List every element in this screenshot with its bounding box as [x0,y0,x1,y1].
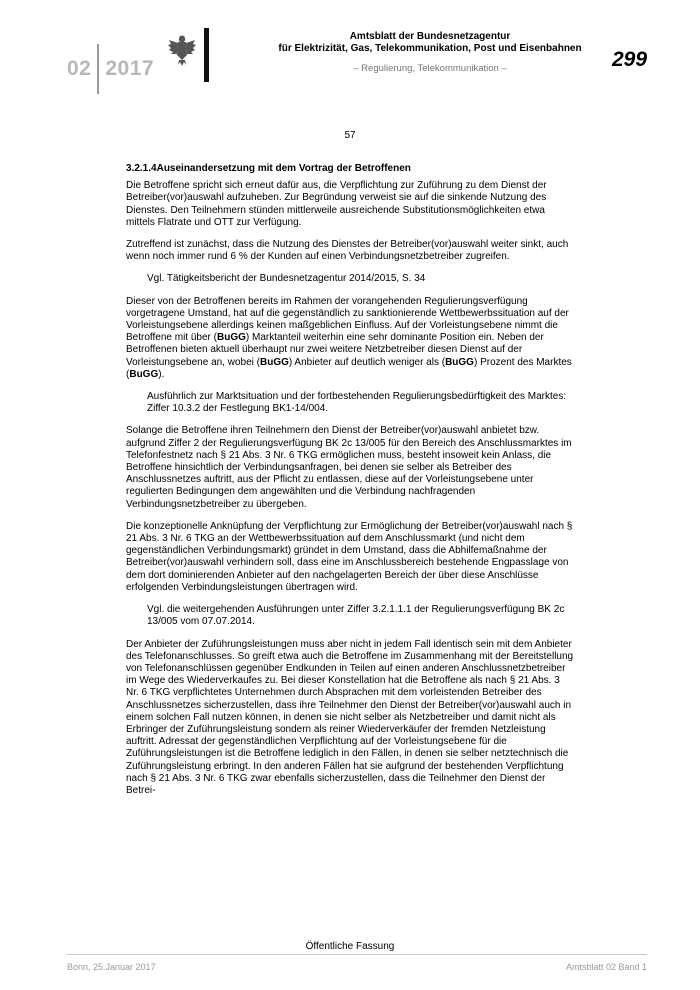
footer-date: Bonn, 25.Januar 2017 [67,962,156,972]
journal-header [245,31,615,75]
journal-title-line1: Amtsblatt der Bundesnetzagentur [349,31,511,42]
redaction-marker: BuGG [445,356,474,368]
document-page-number: 57 [344,130,356,141]
federal-eagle-icon [167,31,197,67]
paragraph: Solange die Betroffene ihren Teilnehmern den Dienst der Betreiber(vor)auswahl anbietet bzw. aufgrund Ziffer 2 der Regulierungsverfügung BK 2c 13/005 für den Bereich des Anschlussmarktes im Telefonfestnetz nach § 21 Abs. 3 Nr. 6 TKG ermöglichen muss, besteht insoweit kein Anlass, die Betroffene hinsichtlich der Verbindungsanfragen, bei denen sie selber als Betreiber des Anschlussnetzes auftritt, aus der Pflicht zu entlassen, diese auf der Vorleistungsebene unter regulierten Bedingungen dem angewählten und die Verbindung nachfragenden Verbindungsnetzbetreiber zu übergeben. [126,425,572,510]
footer-volume: Amtsblatt 02 Band 1 [565,962,647,972]
issue-number: 02 [67,57,92,80]
header-rule [204,28,209,82]
citation: Ausführlich zur Marktsituation und der fortbestehenden Regulierungsbedürftigkeit des Marktes: Ziffer 10.3.2 der Festlegung BK1-14/004. [147,391,567,415]
document-body [126,163,574,807]
redaction-marker: BuGG [129,368,159,380]
public-version-label: Öffentliche Fassung [305,941,395,952]
paragraph: Der Anbieter der Zuführungsleistungen muss aber nicht in jedem Fall identisch sein mit dem Anbieter des Telefonanschlusses. So greift etwa auch die Betroffene im Zusammenhang mit der Bereitstellung von Telefonanschlüssen gegenüber Endkunden in Teilen auf einen anderen Anschlussnetzbetreiber im Wege des Wiederverkaufes zu. Bei dieser Konstellation hat die Betroffene als nach § 21 Abs. 3 Nr. 6 TKG verpflichtetes Unternehmen durch Absprachen mit dem vorleistenden Betreiber des Anschlussnetzes sicherzustellen, dass ihre Teilnehmer den Dienst der Betreiber(vor)auswahl auch in einem solchen Fall nutzen können, in denen sie nicht selber als Netzbetreiber und damit nicht als Erbringer der Zuführungsleistung sondern als reiner Wiederverkäufer der fremden Netzleistung auftritt. Adressat der gegenständlichen Verpflichtung auf der Vorleistungsebene für die Zuführungsleistungen ist die Betroffene lediglich in den Fällen, in denen sie selber netztechnisch die Zuführungsleistung erbringt. In den anderen Fällen hat sie aufgrund der bestehenden Verpflichtung nach § 21 Abs. 3 Nr. 6 TKG zwar ebenfalls sicherzustellen, dass die Teilnehmer den Dienst der Betrei- [126,638,574,796]
section-heading [126,163,574,175]
issue-year: 2017 [105,57,155,80]
paragraph: Die Betroffene spricht sich erneut dafür aus, die Verpflichtung zur Zuführung zu dem Dienst der Betreiber(vor)auswahl aufzuheben. Zur Begründung verweist sie auf die sinkende Nutzung des Dienstes. Den Teilnehmern stünden mittlerweile ausreichende Substitutionsmöglichkeiten etwa mittels Flatrate und OTT zur Verfügung. [126,180,547,228]
footer-divider [67,954,647,955]
paragraph: Zutreffend ist zunächst, dass die Nutzung des Dienstes der Betreiber(vor)auswahl weiter sinkt, auch wenn noch immer rund 6 % der Kunden auf einen Verbindungsnetzbetreiber zugreifen. [126,239,569,263]
citation: Vgl. die weitergehenden Ausführungen unter Ziffer 3.2.1.1.1 der Regulierungsverfügung BK 2c 13/005 vom 07.07.2014. [147,604,565,628]
paragraph: Die konzeptionelle Anknüpfung der Verpflichtung zur Ermöglichung der Betreiber(vor)auswahl nach § 21 Abs. 3 Nr. 6 TKG an der Wettbewerbssituation auf dem Anschlussmarkt (und nicht dem gegenständlichen Verbindungsmarkt) gründet in dem Umstand, dass die Abhilfemaßnahme der Betreiber(vor)auswahl verhindern soll, dass eine im Anschlussbereich bestehende Engpasslage von dem dort dominierenden Anbieter auf den nachgelagerten Bereich der über diese Anschlüsse erfolgenden Verbindungsleistungen übertragen wird. [126,520,573,593]
redaction-marker: BuGG [216,332,246,344]
paragraph: Dieser von der Betroffenen bereits im Rahmen der vorangehenden Regulierungsverfügung vorgetragene Umstand, hat auf die gegenständlich zu sanktionierende Wettbewerbssituation auf der Vorleistungsebene allerdings keinen maßgeblichen Einfluss. Auf der Vorleistungsebene nimmt die Betroffene mit über (BuGG) Marktanteil weiterhin eine sehr dominante Position ein. Neben der Betroffenen bieten aktuell überhaupt nur zwei weitere Netzbetreiber diesen Dienst auf der Vorleistungsebene an, wobei (BuGG) Anbieter auf deutlich weniger als (BuGG) Prozent des Marktes (BuGG). [126,295,572,380]
redaction-marker: BuGG [259,356,289,368]
journal-subtitle: – Regulierung, Telekommunikation – [353,63,507,74]
citation: Vgl. Tätigkeitsbericht der Bundesnetzagentur 2014/2015, S. 34 [147,273,426,285]
section-title: Auseinandersetzung mit dem Vortrag der Betroffenen [156,163,411,174]
section-number: 3.2.1.4 [126,163,157,174]
journal-title-line2: für Elektrizität, Gas, Telekommunikation, Post und Eisenbahnen [278,43,582,54]
issue-label [67,44,154,94]
issue-divider [97,44,99,94]
journal-page-number: 299 [612,48,648,71]
